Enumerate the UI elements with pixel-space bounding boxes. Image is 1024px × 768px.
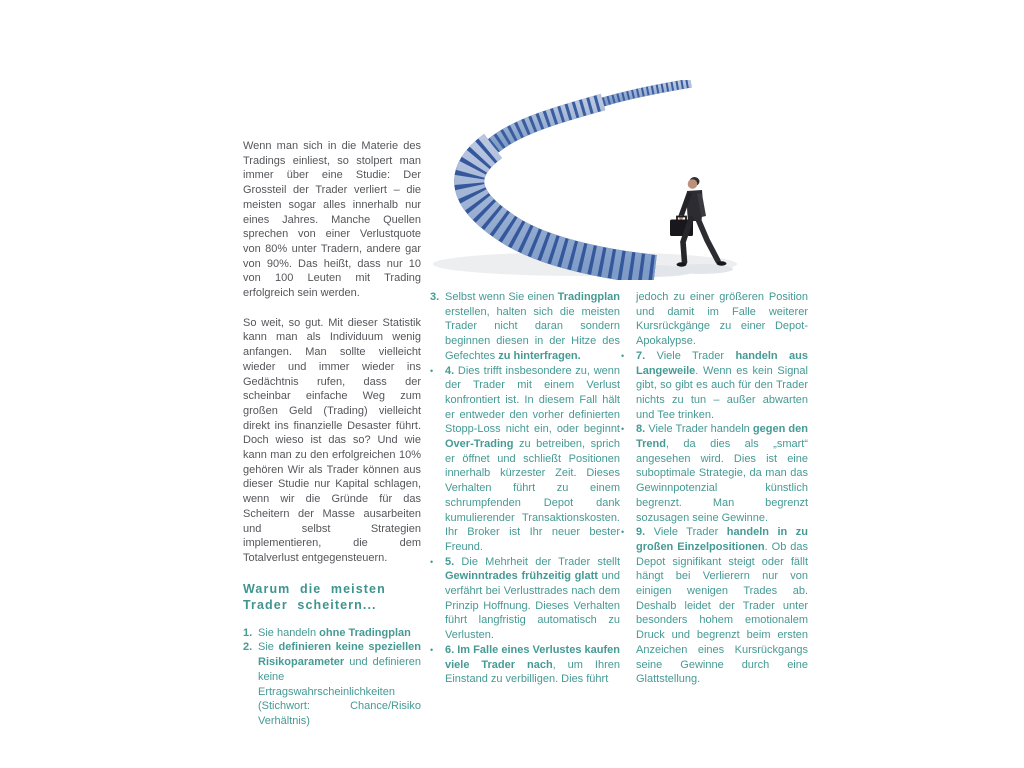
list-item [621,525,808,687]
list-item-text: Selbst wenn Sie einen Tradingplan erstellen, halten sich die meisten Trader nicht daran sondern beginnen diesen in der Hitze des Gefechtes zu hinterfragen. [445,291,620,362]
bullet-marker: • [621,350,625,361]
list-item [430,364,620,555]
bullet-marker: • [621,424,625,435]
reasons-list-1-2 [243,626,421,729]
list-item [430,290,620,364]
list-item-text: 6. Im Falle eines Verlustes kaufen viele Trader nach, um Ihren Einstand zu verbilligen. Dies führt [445,643,620,686]
list-item [430,643,620,687]
staircase-businessman-illustration [425,80,745,280]
number-marker: 1. [243,626,253,639]
reasons-column-right [621,290,808,687]
list-item [430,555,620,643]
staircase [469,83,691,270]
businessman-back-leg [698,219,718,261]
list-item-text: Sie handeln ohne Tradingplan [258,626,411,639]
intro-column [243,139,421,729]
list-item [621,349,808,423]
businessman-head [688,179,698,189]
list-item [621,290,808,349]
reasons-column-middle [430,290,620,687]
businessman-front-shoe [677,262,687,266]
list-item [243,640,421,728]
list-item-text: 5. Die Mehrheit der Trader stellt Gewinntrades frühzeitig glatt und verfährt bei Verlusttrades nach dem Prinzip Hoffnung. Dieses Verhalten führt langfristig automatisch zu Verlusten. [445,555,620,642]
list-item-text: 7. Viele Trader handeln aus Langeweile. Wenn es kein Signal gibt, so gibt es auch für den Trader nichts zu tun – außer abwarten und Tee trinken. [636,349,808,421]
bullet-marker: • [430,556,434,567]
bullet-marker: • [430,365,434,376]
number-marker: 2. [243,641,253,654]
bullet-marker: • [430,644,434,655]
list-item-text: 9. Viele Trader handeln in zu großen Einzelpositionen. Ob das Depot signifikant steigt oder fällt hängt bei Verlierern nur von einigen wenigen Trades ab. Deshalb leidet der Trader unter besonders hohem emotionalem Druck und begrenzt beim ersten Anzeichen eines Kursrückgangs seine Gewinne durch eine Glattstellung. [636,526,808,686]
list-item-text: jedoch zu einer größeren Position und damit im Falle weiterer Kursrückgänge zu einer Depot-Apokalypse. [636,291,808,348]
intro-paragraph-2: So weit, so gut. Mit dieser Statistik kann man als Individuum wenig anfangen. Man sollte vielleicht wieder und immer wieder ins Gedächtnis rufen, dass der scheinbar einfache Weg zum großen Geld (Trading) vielleicht direkt ins finanzielle Desaster führt. Doch wieso ist das so? Und wie kann man zu den erfolgreichen 10% gehören Wir als Trader können aus dieser Studie nur Kapital schlagen, wenn wir die Gründe für das Scheitern der Masse ausarbeiten und selbst Strategien implementieren, die dem Totalverlust entgegensteuern. [243,316,421,564]
number-marker: 3. [430,291,440,303]
businessman [670,177,727,267]
section-heading: Warum die meisten Trader scheitern... [243,581,386,613]
list-item [621,422,808,525]
businessman-back-shoe [717,261,727,265]
list-item-text: Sie definieren keine speziellen Risikoparameter und definieren keine Ertragswahrscheinlichkeiten (Stichwort: Chance/Risiko Verhältnis) [258,641,421,727]
intro-paragraph-1: Wenn man sich in die Materie des Tradings einliest, so stolpert man immer über eine Studie: Der Grossteil der Trader verliert – die meisten sogar alles innerhalb nur eines Jahres. Manche Quellen sprechen von einer Verlustquote von 80% unter Tradern, andere gar von 90%. Das heißt, dass nur 10 von 100 Leuten mit Trading erfolgreich sein werden. [243,140,421,300]
list-item [243,626,421,641]
list-item-text: 8. Viele Trader handeln gegen den Trend, da dies als „smart“ angesehen wird. Dies ist eine suboptimale Strategie, da man das Gewinnpotenzial künstlich begrenzt. Man begrenzt sozusagen seine Gewinne. [636,423,808,524]
bullet-marker: • [621,527,625,538]
list-item-text: 4. Dies trifft insbesondere zu, wenn der Trader mit einem Verlust konfrontiert ist. In diesem Fall hält er entweder den vorher definierten Stopp-Loss nicht ein, oder beginnt Over-Trading zu betreiben, sprich er öffnet und schließt Positionen innerhalb kürzester Zeit. Dieses Verhalten führt zu einem schrumpfenden Depot dank kumulierender Transaktionskosten. Ihr Broker ist Ihr neuer bester Freund. [445,364,620,553]
